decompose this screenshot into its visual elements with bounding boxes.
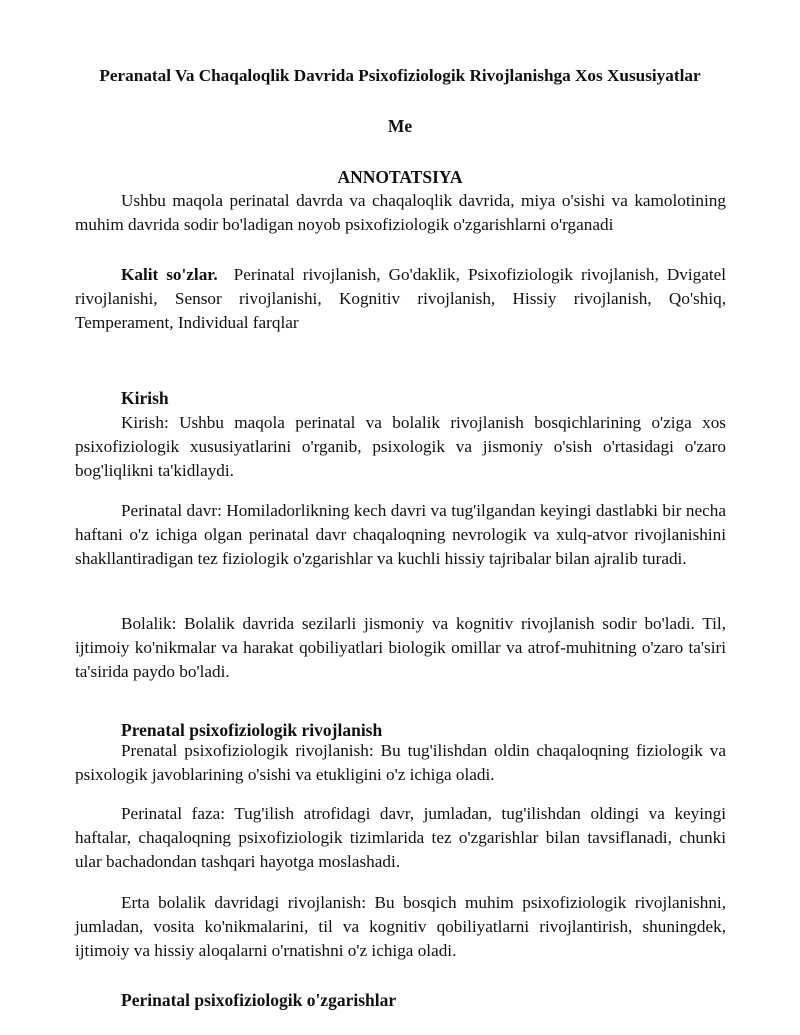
perinatal-phase-paragraph: Perinatal faza: Tug'ilish atrofidagi davr, jumladan, tug'ilishdan oldingi va keyingi haftalar, chaqaloqning psixofiziologik tizimlarida tez o'zgarishlar bilan tavsiflanadi, chunki ular bachadondan tashqari hayotga moslashadi. xyxy=(75,804,726,871)
keywords-text: Perinatal rivojlanish, Go'daklik, Psixofiziologik rivojlanish, Dvigatel rivojlanishi, Sensor rivojlanishi, Kognitiv rivojlanish, Hissiy rivojlanish, Qo'shiq, Temperament, Individual farqlar xyxy=(75,265,727,332)
keywords-label: Kalit so'zlar. xyxy=(121,265,218,284)
prenatal-paragraph: Prenatal psixofiziologik rivojlanish: Bu tug'ilishdan oldin chaqaloqning fiziologik va psixologik javoblarining o'sishi va etukligini o'z ichiga oladi. xyxy=(75,741,726,784)
keywords-paragraph xyxy=(75,263,726,335)
early-childhood-paragraph: Erta bolalik davridagi rivojlanish: Bu bosqich muhim psixofiziologik rivojlanishni, jumladan, vosita ko'nikmalarini, til va kognitiv qobiliyatlarni rivojlantirish, shuningdek, ijtimoiy va hissiy aloqalarni o'rnatishni o'z ichiga oladi. xyxy=(75,893,726,960)
section-heading-perinatal-changes: Perinatal psixofiziologik o'zgarishlar xyxy=(121,990,397,1010)
author-name: Me xyxy=(387,116,413,136)
document-title: Peranatal Va Chaqaloqlik Davrida Psixofiziologik Rivojlanishga Xos Xususiyatlar xyxy=(99,66,701,85)
perinatal-period-paragraph: Perinatal davr: Homiladorlikning kech davri va tug'ilgandan keyingi dastlabki bir necha haftani o'z ichiga olgan perinatal davr chaqaloqning nevrologik va xulq-atvor rivojlanishini shakllantiradigan tez fiziologik o'zgarishlar va kuchli hissiy tajribalar bilan ajralib turadi. xyxy=(75,501,726,568)
section-heading-intro: Kirish xyxy=(121,388,169,408)
annotation-heading: ANNOTATSIYA xyxy=(337,167,463,187)
section-heading-prenatal: Prenatal psixofiziologik rivojlanish xyxy=(121,720,383,740)
intro-paragraph: Kirish: Ushbu maqola perinatal va bolalik rivojlanish bosqichlarining o'ziga xos psixofiziologik xususiyatlarini o'rganib, psixologik va jismoniy o'sish o'rtasidagi o'zaro bog'liqlikni ta'kidlaydi. xyxy=(75,413,726,480)
annotation-paragraph: Ushbu maqola perinatal davrda va chaqaloqlik davrida, miya o'sishi va kamolotining muhim davrida sodir bo'ladigan noyob psixofiziologik o'zgarishlarni o'rganadi xyxy=(75,191,726,234)
childhood-paragraph: Bolalik: Bolalik davrida sezilarli jismoniy va kognitiv rivojlanish sodir bo'ladi. Til, ijtimoiy ko'nikmalar va harakat qobiliyatlari biologik omillar va atrof-muhitning o'zaro ta'siri ta'sirida paydo bo'ladi. xyxy=(75,614,726,681)
